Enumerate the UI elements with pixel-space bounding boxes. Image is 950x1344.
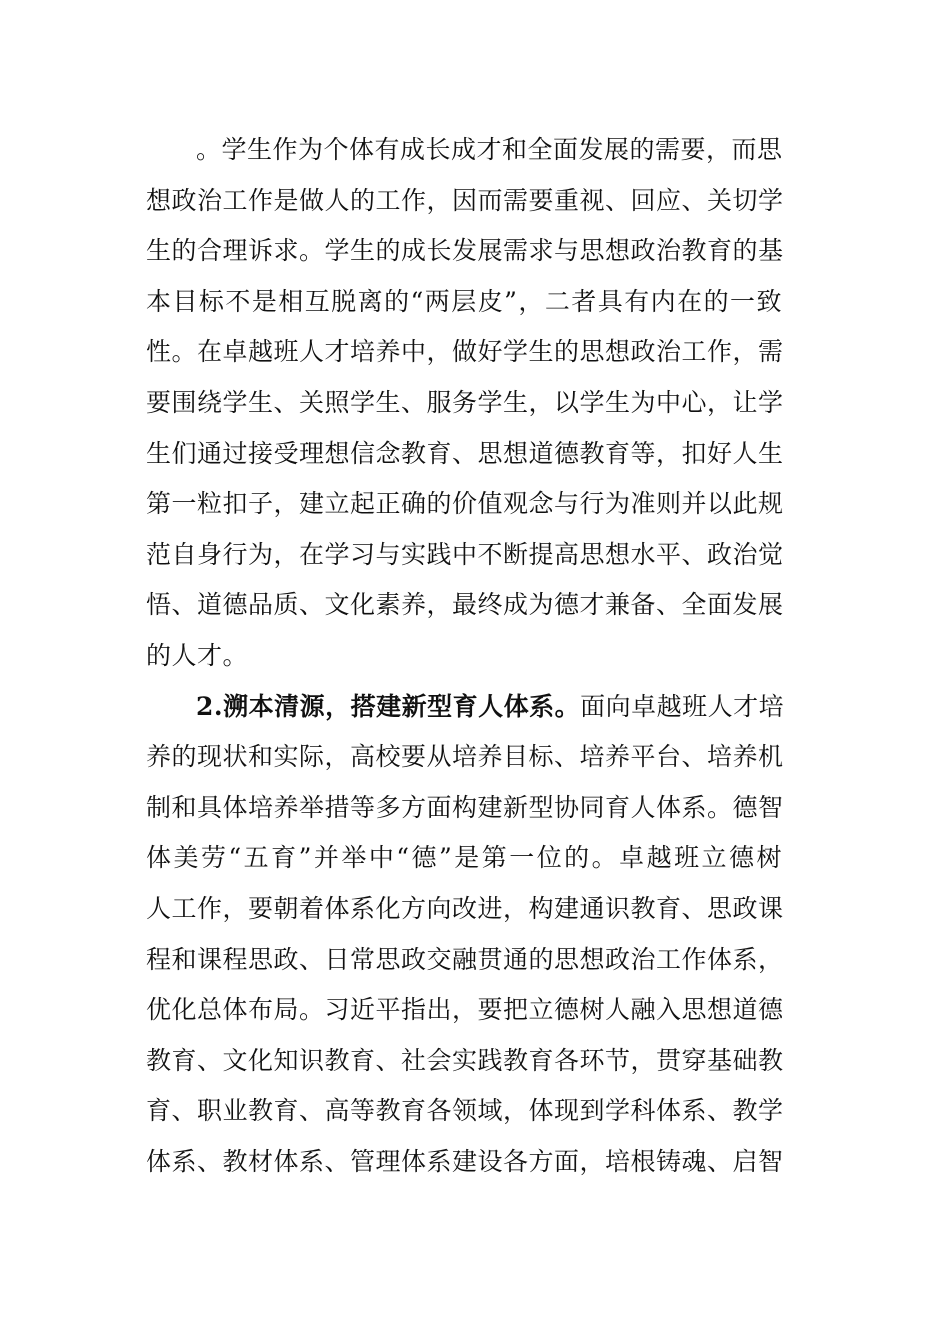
text-line: 程和课程思政、日常思政交融贯通的思想政治工作体系， [146,944,784,974]
text-line: 体美劳“五育”并举中“德”是第一位的。卓越班立德树 [146,843,782,873]
text-line: 要围绕学生、关照学生、服务学生，以学生为中心，让学 [146,387,784,417]
text-line: 人工作，要朝着体系化方向改进，构建通识教育、思政课 [146,893,784,923]
text-line: 的人才。 [146,640,249,670]
text-line: 优化总体布局。习近平指出，要把立德树人融入思想道德 [146,995,784,1025]
paragraph-2 [146,682,785,1188]
text-line: 本目标不是相互脱离的“两层皮”，二者具有内在的一致 [146,286,782,316]
text-line: 育、职业教育、高等教育各领域，体现到学科体系、教学 [146,1096,784,1126]
text-line: 体系、教材体系、管理体系建设各方面，培根铸魂、启智 [146,1146,784,1176]
paragraph-1 [146,125,782,682]
paragraph-heading-line [146,682,785,733]
text-line: 性。在卓越班人才培养中，做好学生的思想政治工作，需 [146,337,784,367]
text-line: 悟、道德品质、文化素养，最终成为德才兼备、全面发展 [146,590,784,620]
text-line: 第一粒扣子，建立起正确的价值观念与行为准则并以此规 [146,489,784,519]
text-line: 教育、文化知识教育、社会实践教育各环节，贯穿基础教 [146,1045,784,1075]
text-line: 制和具体培养举措等多方面构建新型协同育人体系。德智 [146,792,784,822]
text-line: 养的现状和实际，高校要从培养目标、培养平台、培养机 [146,742,784,772]
text-line: 想政治工作是做人的工作，因而需要重视、回应、关切学 [146,185,784,215]
text-line: 生们通过接受理想信念教育、思想道德教育等，扣好人生 [146,438,784,468]
text-line: 生的合理诉求。学生的成长发展需求与思想政治教育的基 [146,236,784,266]
heading-line-rest: 面向卓越班人才培 [580,691,785,721]
text-line: 。学生作为个体有成长成才和全面发展的需要，而思 [196,135,783,164]
document-body [146,125,785,1187]
section-heading: 2.溯本清源，搭建新型育人体系。 [196,691,581,721]
text-line: 范自身行为，在学习与实践中不断提高思想水平、政治觉 [146,539,784,569]
